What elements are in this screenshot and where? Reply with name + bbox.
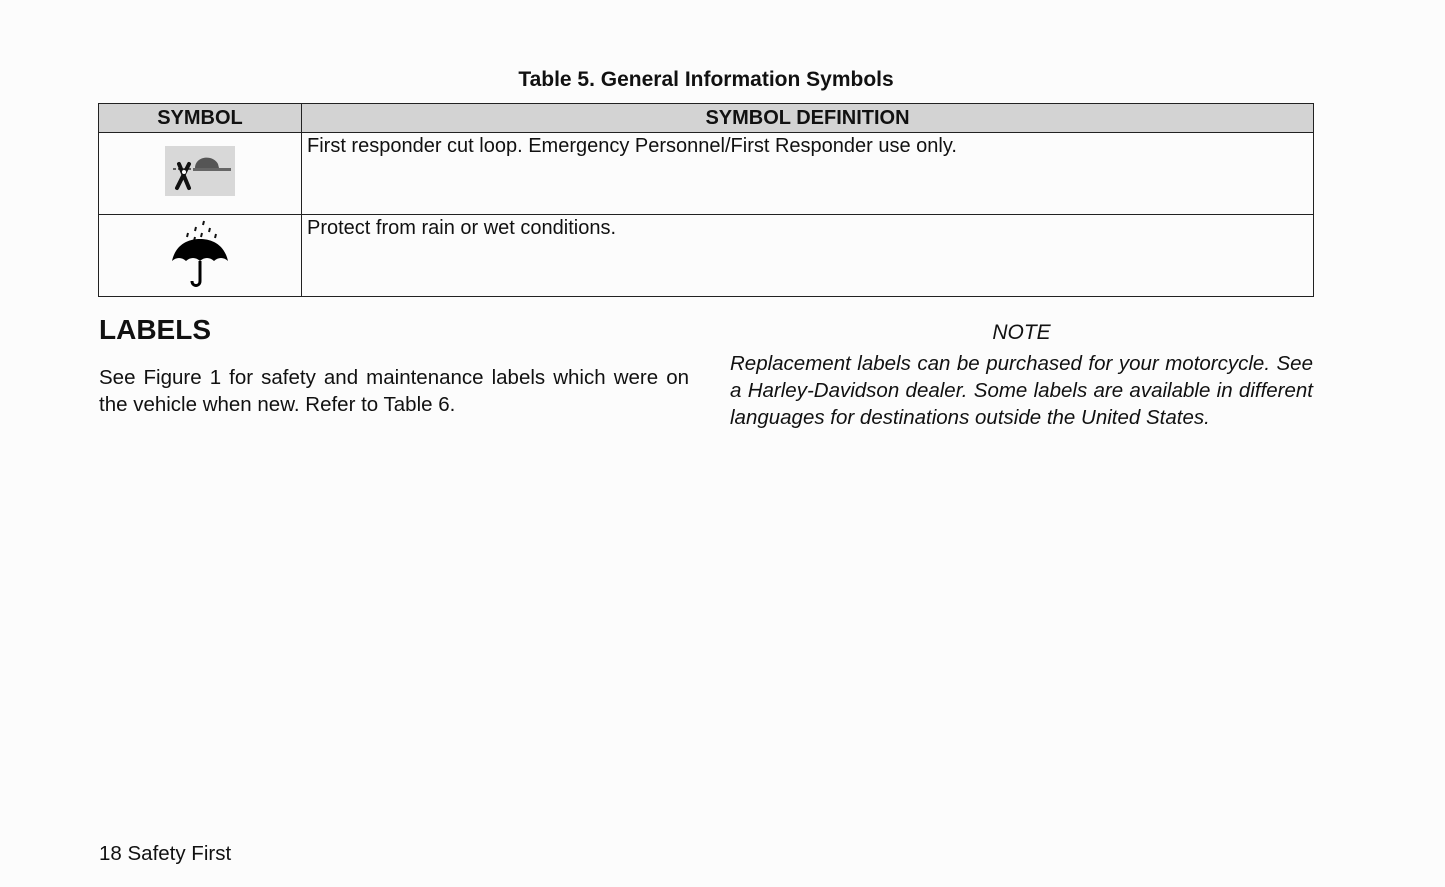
symbol-cell: [99, 133, 302, 215]
table-header-row: [99, 104, 1314, 133]
labels-heading: LABELS: [99, 314, 211, 345]
table-row: [99, 215, 1314, 297]
definition-cell: Protect from rain or wet conditions.: [302, 215, 1314, 297]
symbol-cell: [99, 215, 302, 297]
labels-paragraph: See Figure 1 for safety and maintenance labels which were on the vehicle when new. Refer to Table 6.: [99, 366, 689, 416]
definition-column-header: SYMBOL DEFINITION: [302, 104, 1314, 133]
table-row: [99, 133, 1314, 215]
definition-cell: First responder cut loop. Emergency Personnel/First Responder use only.: [302, 133, 1314, 215]
umbrella-rain-icon: [168, 217, 232, 289]
page-footer: 18 Safety First: [99, 842, 232, 865]
table-caption: Table 5. General Information Symbols: [518, 68, 894, 91]
symbols-table: [98, 103, 1314, 297]
symbol-column-header: SYMBOL: [99, 104, 302, 133]
first-responder-cut-loop-icon: [165, 146, 235, 196]
note-title: NOTE: [992, 321, 1051, 344]
note-paragraph: Replacement labels can be purchased for your motorcycle. See a Harley-Davidson dealer. Some labels are available in different languages for destinations outside the United States.: [730, 352, 1313, 429]
